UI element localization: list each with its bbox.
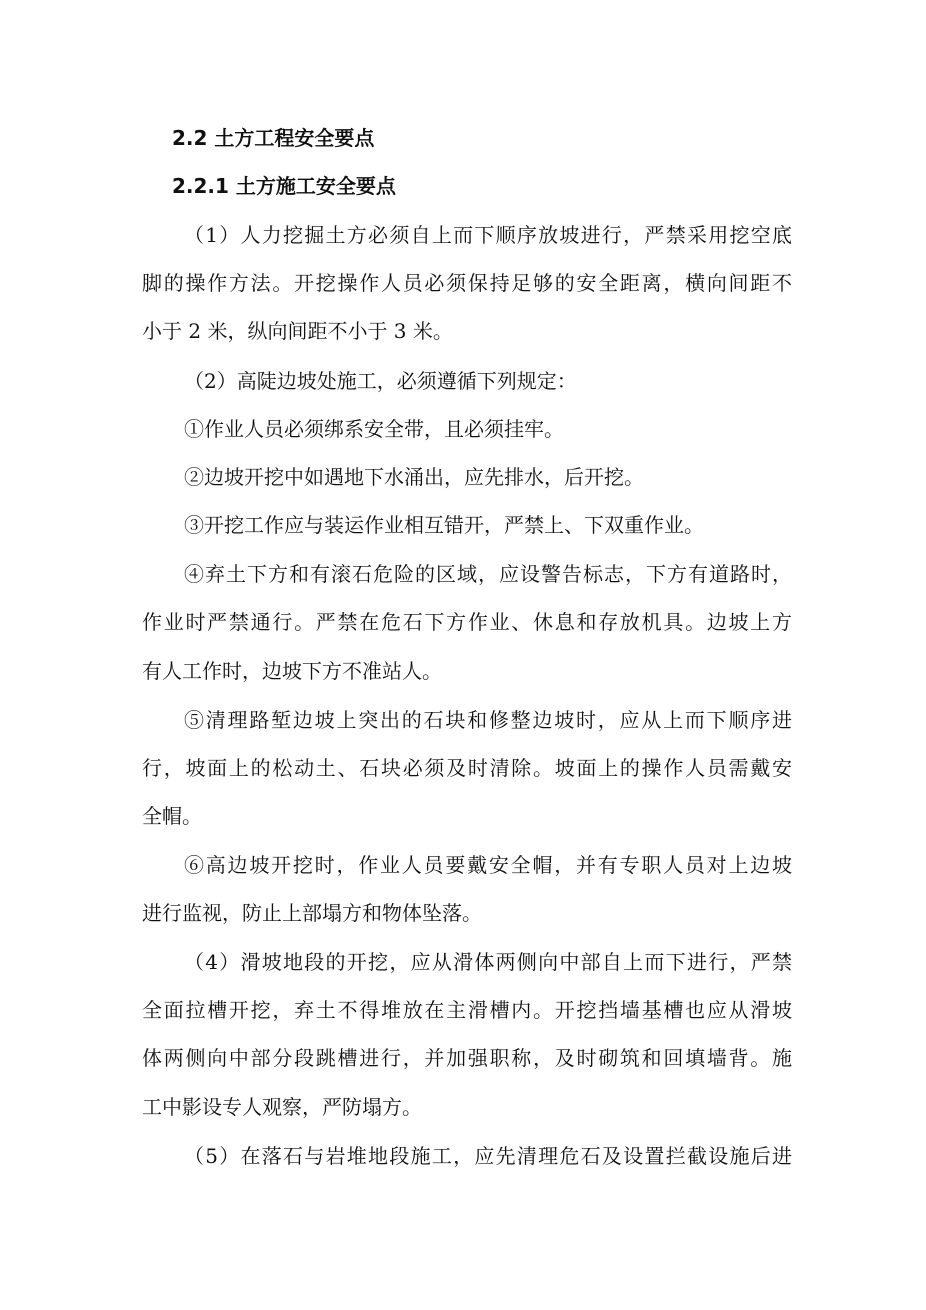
paragraph-4-line-1: （4）滑坡地段的开挖，应从滑体两侧向中部自上而下进行，严禁 <box>184 950 792 974</box>
paragraph-4-line-2: 全面拉槽开挖，弃土不得堆放在主滑槽内。开挖挡墙基槽也应从滑坡 <box>142 998 792 1022</box>
list-item-6-line-1: ⑥高边坡开挖时，作业人员要戴安全帽，并有专职人员对上边坡 <box>184 853 792 877</box>
section-heading-2-2: 2.2 土方工程安全要点 <box>172 126 375 150</box>
list-item-5-line-2: 行，坡面上的松动土、石块必须及时清除。坡面上的操作人员需戴安 <box>142 756 792 780</box>
list-item-3: ③开挖工作应与装运作业相互错开，严禁上、下双重作业。 <box>184 513 704 537</box>
paragraph-2: （2）高陡边坡处施工，必须遵循下列规定： <box>184 369 577 393</box>
list-item-6-line-2: 进行监视，防止上部塌方和物体坠落。 <box>142 901 482 925</box>
paragraph-4-line-4: 工中影设专人观察，严防塌方。 <box>142 1095 422 1119</box>
list-item-5-line-1: ⑤清理路堑边坡上突出的石块和修整边坡时，应从上而下顺序进 <box>184 708 792 732</box>
paragraph-4-line-3: 体两侧向中部分段跳槽进行，并加强职称，及时砌筑和回填墙背。施 <box>142 1046 792 1070</box>
paragraph-1-line-1: （1）人力挖掘土方必须自上而下顺序放坡进行，严禁采用挖空底 <box>184 223 792 247</box>
subsection-heading-2-2-1: 2.2.1 土方施工安全要点 <box>172 174 396 198</box>
list-item-4-line-1: ④弃土下方和有滚石危险的区域，应设警告标志，下方有道路时， <box>184 562 792 586</box>
paragraph-5-line-1: （5）在落石与岩堆地段施工，应先清理危石及设置拦截设施后进 <box>184 1144 792 1168</box>
list-item-5-line-3: 全帽。 <box>142 804 202 828</box>
list-item-1: ①作业人员必须绑系安全带，且必须挂牢。 <box>184 417 564 441</box>
paragraph-1-line-2: 脚的操作方法。开挖操作人员必须保持足够的安全距离，横向间距不 <box>142 271 792 295</box>
paragraph-1-line-3: 小于 2 米，纵向间距不小于 3 米。 <box>142 319 453 343</box>
list-item-4-line-3: 有人工作时，边坡下方不准站人。 <box>142 659 442 683</box>
list-item-4-line-2: 作业时严禁通行。严禁在危石下方作业、休息和存放机具。边坡上方 <box>142 610 792 634</box>
list-item-2: ②边坡开挖中如遇地下水涌出，应先排水，后开挖。 <box>184 465 644 489</box>
